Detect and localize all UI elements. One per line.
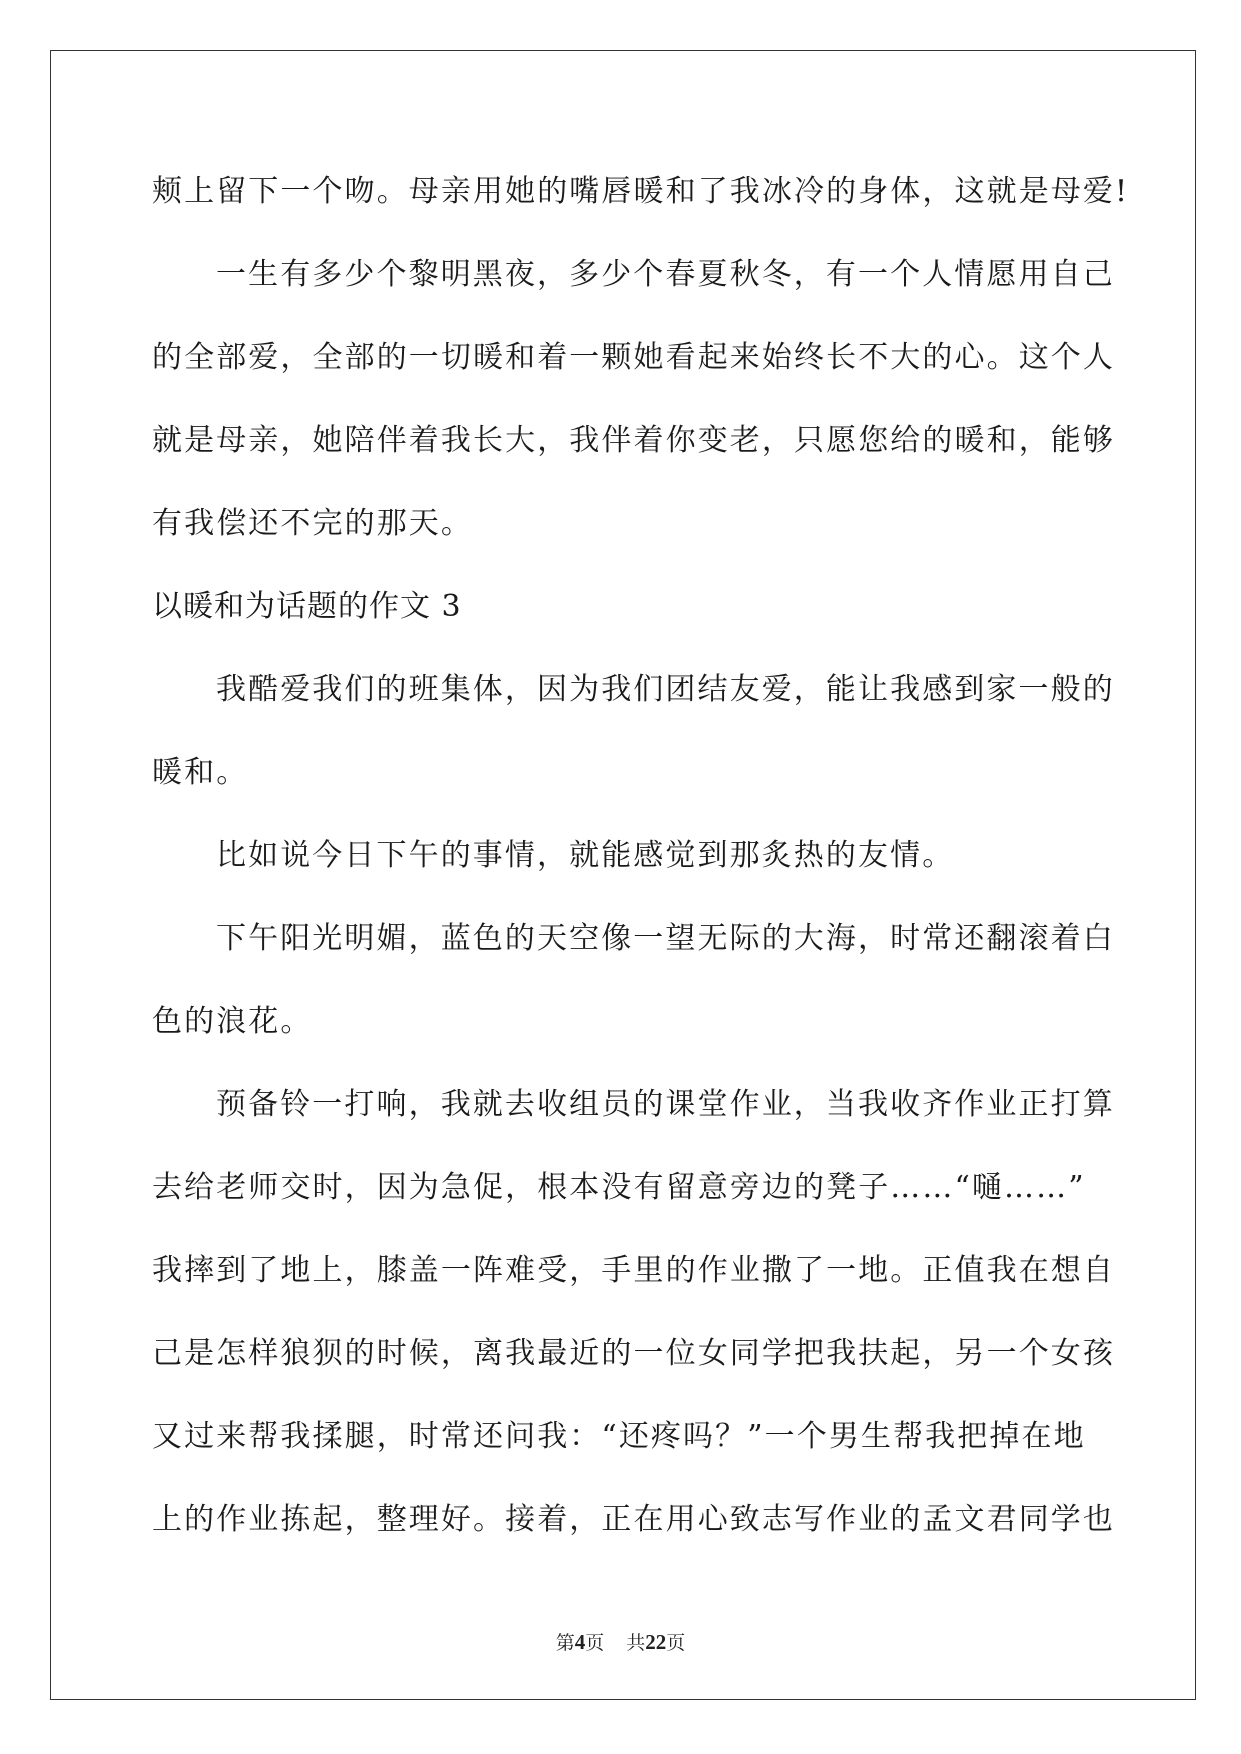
text-line: 比如说今日下午的事情，就能感觉到那炙热的友情。 <box>216 838 955 873</box>
text-line: 一生有多少个黎明黑夜，多少个春夏秋冬，有一个人情愿用自己 <box>216 257 1115 292</box>
text-line: 我摔到了地上，膝盖一阵难受，手里的作业撒了一地。正值我在想自 <box>152 1253 1115 1288</box>
page-suffix: 页 <box>585 1632 605 1654</box>
text-line: 上的作业拣起，整理好。接着，正在用心致志写作业的孟文君同学也 <box>152 1502 1115 1537</box>
text-line: 暖和。 <box>152 755 249 790</box>
text-line: 又过来帮我揉腿，时常还问我：“还疼吗？”一个男生帮我把掉在地 <box>152 1419 1086 1454</box>
document-body <box>152 150 1130 1561</box>
text-line: 己是怎样狼狈的时候，离我最近的一位女同学把我扶起，另一个女孩 <box>152 1336 1115 1371</box>
text-line: 的全部爱，全部的一切暖和着一颗她看起来始终长不大的心。这个人 <box>152 340 1115 375</box>
total-pages: 22 <box>645 1630 667 1654</box>
text-line: 下午阳光明媚，蓝色的天空像一望无际的大海，时常还翻滚着白 <box>216 921 1115 956</box>
text-line: 颊上留下一个吻。母亲用她的嘴唇暖和了我冰冷的身体，这就是母爱! <box>152 174 1130 209</box>
page-footer <box>0 1628 1241 1655</box>
text-line: 色的浪花。 <box>152 1004 313 1039</box>
page-number: 4 <box>574 1630 586 1654</box>
page-prefix: 第 <box>555 1632 575 1654</box>
text-line: 去给老师交时，因为急促，根本没有留意旁边的凳子……“嗵……” <box>152 1170 1086 1205</box>
total-suffix: 页 <box>666 1632 686 1654</box>
section-heading: 以暖和为话题的作文 3 <box>152 589 462 624</box>
text-line: 我酷爱我们的班集体，因为我们团结友爱，能让我感到家一般的 <box>216 672 1115 707</box>
text-line: 有我偿还不完的那天。 <box>152 506 473 541</box>
text-line: 就是母亲，她陪伴着我长大，我伴着你变老，只愿您给的暖和，能够 <box>152 423 1115 458</box>
text-line: 预备铃一打响，我就去收组员的课堂作业，当我收齐作业正打算 <box>216 1087 1115 1122</box>
total-prefix: 共 <box>626 1632 646 1654</box>
